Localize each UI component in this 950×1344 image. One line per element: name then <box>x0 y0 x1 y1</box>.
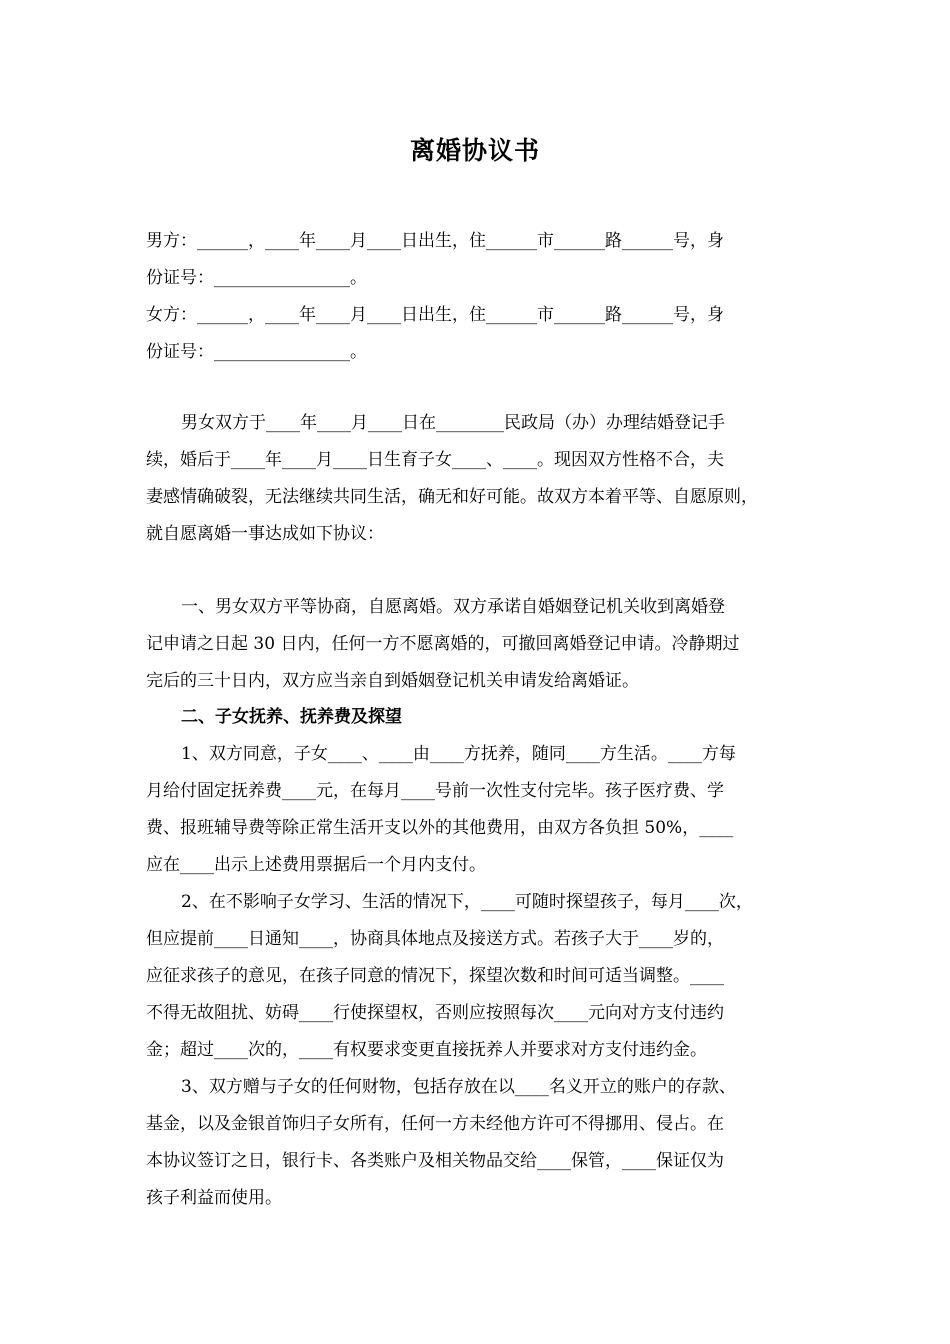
text-line: 妻感情确破裂，无法继续共同生活，确无和好可能。故双方本着平等、自愿原则， <box>146 487 758 507</box>
text-line: 2、在不影响子女学习、生活的情况下，____可随时探望孩子，每月____次， <box>181 892 753 912</box>
text-line: 男方：______，____年____月____日出生，住______市______路______号，身 <box>146 231 724 251</box>
text-line: 1、双方同意，子女____、____由____方抚养，随同____方生活。____方每 <box>181 744 736 764</box>
text-line: 份证号：________________。 <box>146 342 367 362</box>
text-line: 一、男女双方平等协商，自愿离婚。双方承诺自婚姻登记机关收到离婚登 <box>181 597 725 617</box>
text-line: 份证号：________________。 <box>146 268 367 288</box>
text-line: 应征求孩子的意见，在孩子同意的情况下，探望次数和时间可适当调整。____ <box>146 966 724 986</box>
document-title: 离婚协议书 <box>409 136 540 165</box>
text-line: 月给付固定抚养费____元，在每月____号前一次性支付完毕。孩子医疗费、学 <box>146 781 724 801</box>
text-line: 应在____出示上述费用票据后一个月内支付。 <box>146 855 486 875</box>
text-line: 本协议签订之日，银行卡、各类账户及相关物品交给____保管，____保证仅为 <box>146 1151 724 1171</box>
text-line: 续，婚后于____年____月____日生育子女____、____。现因双方性格不合，夫 <box>146 450 724 470</box>
text-line: 但应提前____日通知____，协商具体地点及接送方式。若孩子大于____岁的， <box>146 929 724 949</box>
text-line: 记申请之日起 30 日内，任何一方不愿离婚的，可撤回离婚登记申请。冷静期过 <box>146 634 740 654</box>
text-line: 3、双方赠与子女的任何财物，包括存放在以____名义开立的账户的存款、 <box>181 1077 736 1097</box>
text-line: 费、报班辅导费等除正常生活开支以外的其他费用，由双方各负担 50%，____ <box>146 818 734 838</box>
text-line: 金；超过____次的，____有权要求变更直接抚养人并要求对方支付违约金。 <box>146 1040 707 1060</box>
text-line: 女方：______，____年____月____日出生，住______市______路______号，身 <box>146 305 724 325</box>
text-line: 孩子利益而使用。 <box>146 1188 282 1208</box>
text-line: 男女双方于____年____月____日在________民政局（办）办理结婚登记手 <box>181 413 725 433</box>
text-line: 完后的三十日内，双方应当亲自到婚姻登记机关申请发给离婚证。 <box>146 671 639 691</box>
text-line: 就自愿离婚一事达成如下协议： <box>146 524 384 544</box>
text-line: 基金，以及金银首饰归子女所有，任何一方未经他方许可不得挪用、侵占。在 <box>146 1114 724 1134</box>
text-line: 不得无故阻扰、妨碍____行使探望权，否则应按照每次____元向对方支付违约 <box>146 1003 724 1023</box>
section-heading: 二、子女抚养、抚养费及探望 <box>181 707 402 727</box>
